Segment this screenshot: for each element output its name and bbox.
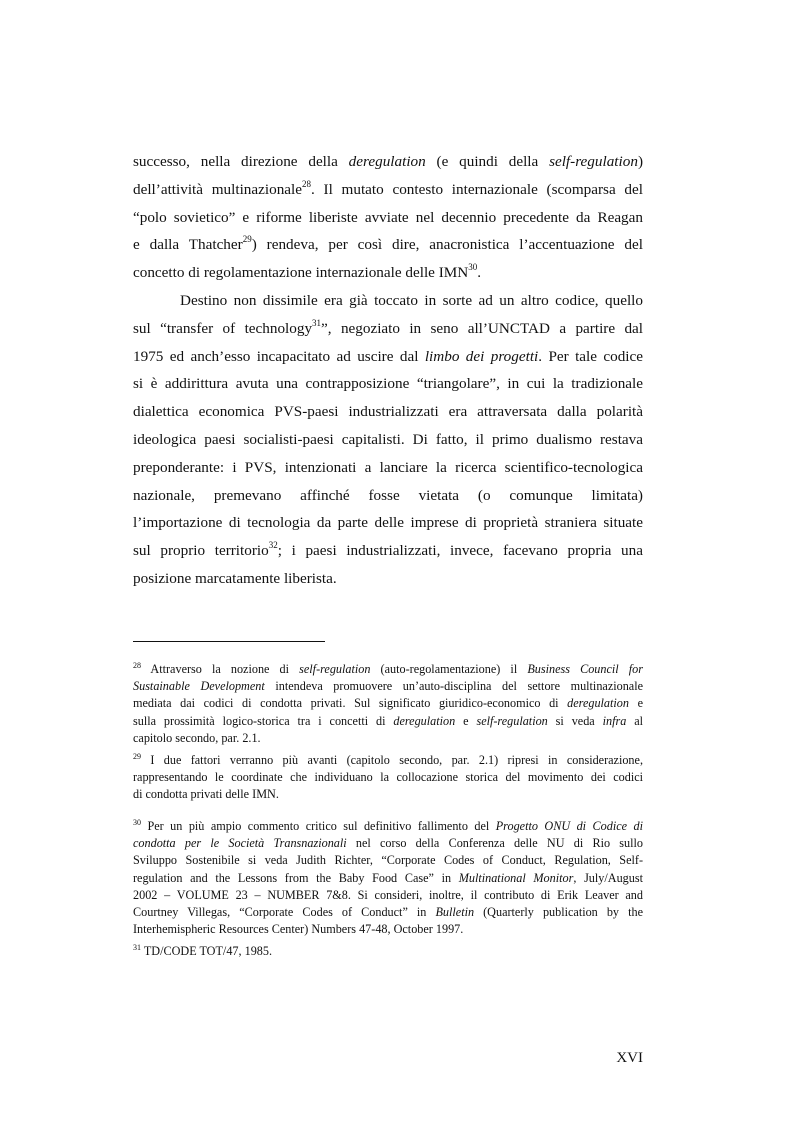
footnote-line: $^{31}$ TD/CODE TOT/47, 1985. <box>133 943 273 958</box>
text-line: 1975 ed anch’esso incapacitato ad uscire dal limbo dei progetti. Per tale codice <box>133 347 644 365</box>
footnote-line: Sviluppo Sostenibile si veda Judith Richter, “Corporate Codes of Conduct, Regulation, Self- <box>133 853 643 868</box>
footnote-ref: 28 <box>302 178 311 189</box>
footnote-line: 2002 – VOLUME 23 – NUMBER 7&8. Si consideri, inoltre, il contributo di Erik Leaver and <box>133 887 643 902</box>
text-line: preponderante: i PVS, intenzionati a lanciare la ricerca scientifico-tecnologica <box>133 458 643 476</box>
footnote-number: 31 <box>133 943 141 952</box>
footnote-30 <box>133 818 643 938</box>
footnote-line: $^{28}$ Attraverso la nozione di self-regulation (auto-regolamentazione) il Business Council for <box>133 661 643 676</box>
text-line: posizione marcatamente liberista. <box>133 569 337 587</box>
text-line: sul “transfer of technology$^{31}$”, negoziato in seno all’UNCTAD a partire dal <box>133 317 643 337</box>
text-line: Destino non dissimile era già toccato in sorte ad un altro codice, quello <box>180 291 643 309</box>
footnote-line: rappresentando le coordinate che individuano la collocazione storica del movimento dei codici <box>133 770 643 785</box>
footnote-number: 29 <box>133 752 141 761</box>
text-line: sul proprio territorio$^{32}$; i paesi industrializzati, invece, facevano propria una <box>133 540 643 560</box>
footnote-line: mediata dai codici di condotta privati. Sul significato giuridico-economico di deregulation e <box>133 696 643 711</box>
footnote-number: 30 <box>133 818 141 827</box>
footnote-28 <box>133 661 643 747</box>
text-line: nazionale, premevano affinché fosse vietata (o comunque limitata) <box>133 486 643 504</box>
paragraph-1 <box>133 148 643 287</box>
text-line: dell’attività multinazionale$^{28}$. Il mutato contesto internazionale (scomparsa del <box>133 178 643 198</box>
footnote-separator <box>133 641 325 642</box>
footnote-ref: 32 <box>268 540 278 551</box>
footnote-29 <box>133 752 643 804</box>
footnote-line: Courtney Villegas, “Corporate Codes of Conduct” in Bulletin (Quarterly publication by the <box>133 904 643 919</box>
text-line: concetto di regolamentazione internazionale delle IMN$^{30}$. <box>133 262 482 282</box>
text-line: ideologica paesi socialisti-paesi capitalisti. Di fatto, il primo dualismo restava <box>133 430 643 448</box>
footnote-line: Interhemispheric Resources Center) Numbers 47-48, October 1997. <box>133 922 464 937</box>
body-text <box>133 148 643 593</box>
page-number: XVI <box>616 1050 643 1066</box>
paragraph-2 <box>133 287 643 593</box>
footnote-line: Sustainable Development intendeva promuovere un’auto-disciplina del settore multinazionale <box>133 679 644 694</box>
text-line: dialettica economica PVS-paesi industrializzati era attraversata dalla polarità <box>133 403 643 421</box>
footnote-number: 28 <box>133 661 141 670</box>
footnote-ref: 30 <box>468 262 478 273</box>
footnote-line: $^{29}$ I due fattori verranno più avanti (capitolo secondo, par. 2.1) ripresi in considerazione, <box>133 752 643 767</box>
footnote-line: sulla prossimità logico-storica tra i concetti di deregulation e self-regulation si veda infra al <box>133 713 644 728</box>
text-line: successo, nella direzione della deregulation (e quindi della self-regulation) <box>133 153 643 170</box>
footnote-line: di condotta privati delle IMN. <box>133 787 279 802</box>
footnote-ref: 31 <box>312 317 322 328</box>
footnote-31 <box>133 943 643 960</box>
footnote-line: regulation and the Lessons from the Baby Food Case” in Multinational Monitor, July/August <box>133 870 643 885</box>
text-line: si è addirittura avuta una contrapposizione “triangolare”, in cui la tradizionale <box>133 375 643 393</box>
footnote-ref: 29 <box>242 234 252 245</box>
text-line: l’importazione di tecnologia da parte delle imprese di proprietà straniera situate <box>133 514 643 532</box>
text-line: e dalla Thatcher$^{29}$) rendeva, per così dire, anacronistica l’accentuazione del <box>133 234 643 254</box>
footnote-line: capitolo secondo, par. 2.1. <box>133 730 261 745</box>
footnote-line: $^{30}$ Per un più ampio commento critico sul definitivo fallimento del Progetto ONU di Codice di <box>133 818 643 833</box>
footnote-line: condotta per le Società Transnazionali nel corso della Conferenza delle NU di Rio sullo <box>133 836 643 851</box>
text-line: “polo sovietico” e riforme liberiste avviate nel decennio precedente da Reagan <box>133 208 643 226</box>
